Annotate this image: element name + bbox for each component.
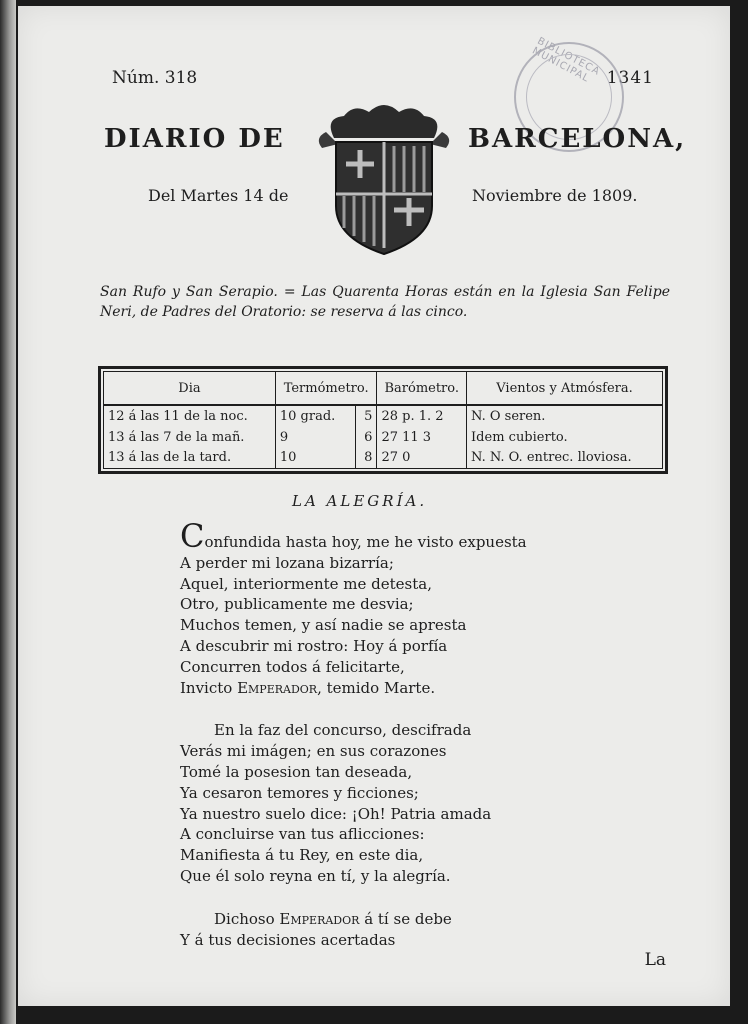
poem-line-text: onfundida hasta hoy, me he visto expuesta [204, 533, 527, 551]
page-number: 1341 [606, 68, 654, 88]
weather-table [98, 366, 668, 474]
poem-line: Ya cesaron temores y ficciones; [180, 783, 419, 802]
cell-baro: 27 0 [377, 447, 467, 468]
newspaper-page [18, 6, 730, 1006]
poem-line: Manifiesta á tu Rey, en este dia, [180, 846, 424, 865]
cell-viento: N. O seren. [471, 408, 546, 424]
poem-line: En la faz del concurso, descifrada [214, 721, 472, 740]
cell-viento: Idem cubierto. [471, 429, 568, 445]
col-vientos: Vientos y Atmósfera. [467, 372, 663, 406]
cell-viento: N. N. O. entrec. lloviosa. [471, 450, 632, 466]
stamp-text: BIBLIOTECA MUNICIPAL [530, 35, 602, 85]
poem-line-text: , temido Marte. [317, 678, 436, 697]
cell-baro: 27 11 3 [377, 427, 467, 448]
poem-line-text: á tí se debe [359, 909, 452, 928]
poem-line: Tomé la posesion tan deseada, [180, 762, 413, 781]
drop-cap: C [180, 517, 205, 555]
cell-termo: 10 grad. [275, 405, 355, 427]
poem-line: A descubrir mi rostro: Hoy á porfía [180, 636, 448, 655]
issue-number: Núm. 318 [112, 68, 198, 88]
poem-line: Otro, publicamente me desvia; [180, 595, 414, 614]
cell-dia: 12 á las 11 de la noc. [104, 405, 276, 427]
poem-line: Que él solo reyna en tí, y la alegría. [180, 866, 451, 885]
weather-header-row [104, 372, 663, 406]
weather-row [104, 405, 663, 427]
date-month-year: Noviembre de 1809. [472, 186, 638, 205]
poem-line [180, 678, 610, 699]
cell-termo2: 6 [355, 427, 377, 448]
poem-body [180, 517, 610, 950]
poem-line: Concurren todos á felicitarte, [180, 657, 405, 676]
poem-line: A concluirse van tus aflicciones: [180, 825, 425, 844]
poem-line-text: Invicto [180, 678, 238, 697]
cell-dia: 13 á las 7 de la mañ. [104, 427, 276, 448]
poem-line: A perder mi lozana bizarría; [180, 553, 394, 572]
religious-notice: San Rufo y San Serapio. = Las Quarenta Horas están en la Iglesia San Felipe Neri, de Padres del Oratorio: se reserva á las cinco. [100, 284, 670, 320]
book-spine-edge [0, 0, 16, 1024]
masthead-title-left: DIARIO DE [104, 124, 285, 154]
cell-dia: 13 á las de la tard. [104, 447, 276, 468]
cell-termo: 9 [275, 427, 355, 448]
cell-termo2: 5 [355, 405, 377, 427]
poem-line: Muchos temen, y así nadie se apresta [180, 616, 467, 635]
weather-row [104, 447, 663, 468]
poem-line: Y á tus decisiones acertadas [180, 930, 396, 949]
poem-line: Ya nuestro suelo dice: ¡Oh! Patria amada [180, 804, 492, 823]
cell-termo2: 8 [355, 447, 377, 468]
poem-line: Verás mi imágen; en sus corazones [180, 742, 447, 761]
col-barometro: Barómetro. [377, 372, 467, 406]
masthead-title-right: BARCELONA, [468, 124, 687, 154]
cell-termo: 10 [275, 447, 355, 468]
poem-line: Aquel, interiormente me detesta, [180, 574, 432, 593]
poem-line [180, 909, 610, 930]
emperador-smallcaps: Emperador [279, 909, 360, 928]
poem-title: LA ALEGRÍA. [292, 492, 428, 510]
catchword: La [644, 950, 666, 970]
poem-line-text: Dichoso [214, 909, 280, 928]
cell-baro: 28 p. 1. 2 [377, 405, 467, 427]
date-weekday: Del Martes 14 de [148, 186, 289, 205]
emperador-smallcaps: Emperador [237, 678, 318, 697]
barcelona-coat-of-arms-icon [314, 98, 454, 258]
col-termometro: Termómetro. [275, 372, 377, 406]
weather-row [104, 427, 663, 448]
col-dia: Dia [104, 372, 276, 406]
poem-line [180, 517, 610, 555]
